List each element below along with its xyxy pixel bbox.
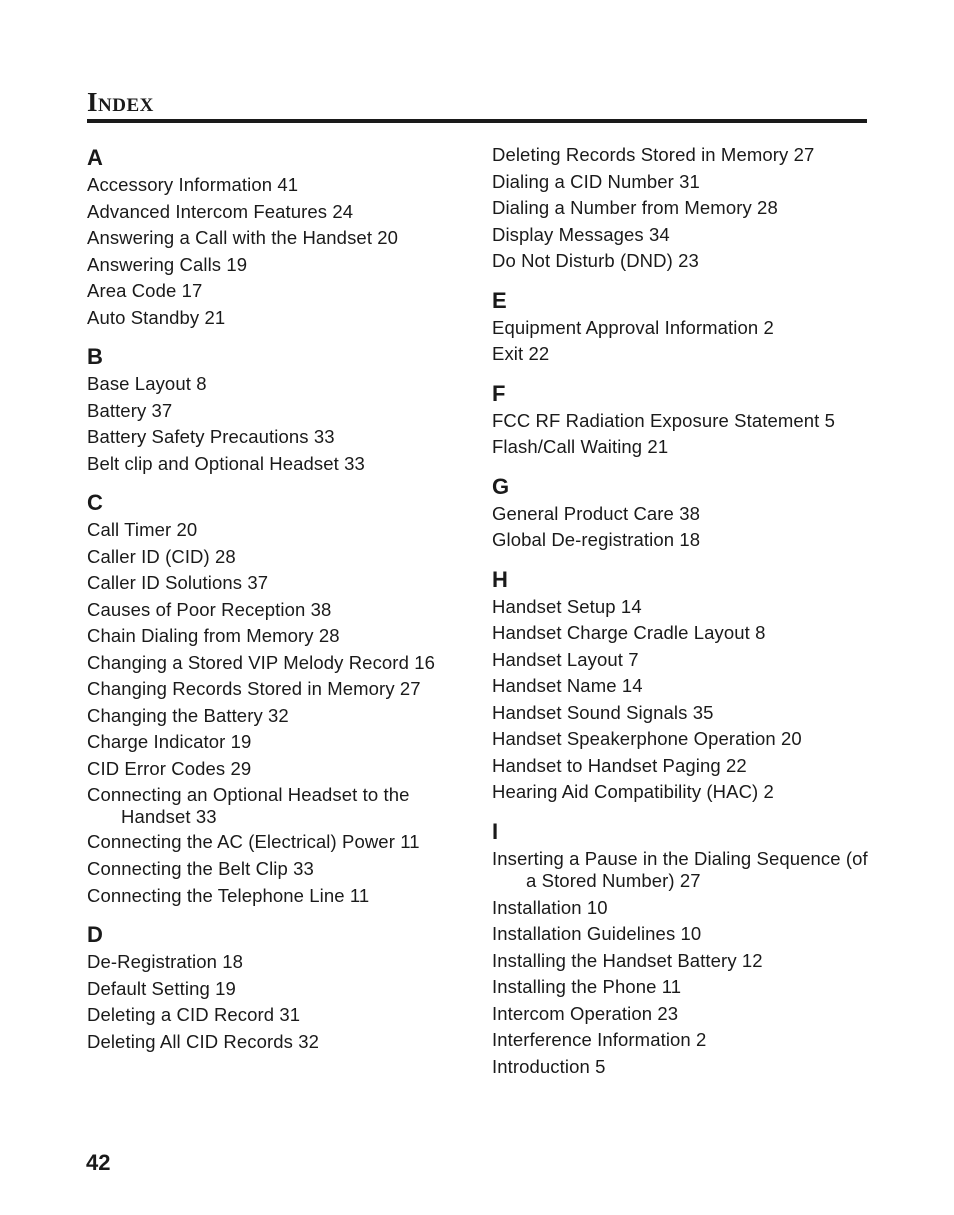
index-entry: Area Code 17	[87, 280, 203, 301]
index-entry: Intercom Operation 23	[492, 1002, 679, 1024]
right-column	[492, 142, 872, 1080]
index-section	[492, 287, 872, 368]
index-entry: Installing the Handset Battery 12	[492, 949, 763, 971]
section-letter: I	[492, 818, 499, 844]
index-entry: Installation Guidelines 10	[492, 923, 702, 944]
index-entry: Changing Records Stored in Memory 27	[87, 678, 421, 699]
index-entry: Inserting a Pause in the Dialing Sequence (of a Stored Number) 27	[492, 847, 868, 891]
index-entry: Installation 10	[492, 896, 608, 918]
index-entry: Handset Name 14	[492, 675, 643, 696]
index-entry: Default Setting 19	[87, 977, 236, 999]
section-letter: F	[492, 380, 506, 406]
section-letter: G	[492, 473, 510, 499]
index-entry: Chain Dialing from Memory 28	[87, 625, 340, 646]
index-entry: Changing the Battery 32	[87, 704, 289, 726]
index-entry: Advanced Intercom Features 24	[87, 200, 354, 222]
index-header	[87, 88, 867, 123]
index-entry: Battery 37	[87, 399, 173, 421]
index-entry: Call Timer 20	[87, 519, 198, 540]
section-letter: C	[87, 490, 103, 515]
index-entry: Handset Charge Cradle Layout 8	[492, 622, 766, 643]
index-entry: CID Error Codes 29	[87, 757, 252, 779]
index-entry: Dialing a Number from Memory 28	[492, 197, 778, 218]
index-entry: Connecting the Belt Clip 33	[87, 858, 314, 879]
index-section	[492, 818, 872, 1081]
index-section	[87, 343, 467, 477]
index-entry: Connecting the AC (Electrical) Power 11	[87, 831, 420, 852]
index-entry: Introduction 5	[492, 1055, 606, 1077]
index-entry: Handset Speakerphone Operation 20	[492, 728, 802, 749]
index-entry: Accessory Information 41	[87, 174, 299, 195]
index-entry: Answering Calls 19	[87, 253, 248, 275]
section-letter: A	[87, 145, 103, 170]
index-entry: Caller ID Solutions 37	[87, 572, 269, 593]
index-entry: Interference Information 2	[492, 1029, 707, 1050]
title-rule	[87, 119, 867, 123]
index-entry: Handset to Handset Paging 22	[492, 754, 747, 776]
index-entry: De-Registration 18	[87, 951, 244, 972]
index-entry: Auto Standby 21	[87, 306, 226, 328]
index-entry: Display Messages 34	[492, 223, 670, 245]
index-entry: Base Layout 8	[87, 373, 207, 394]
index-entry: Deleting Records Stored in Memory 27	[492, 144, 815, 165]
section-letter: E	[492, 287, 507, 313]
left-column	[87, 142, 467, 1055]
index-entry: Deleting a CID Record 31	[87, 1004, 301, 1025]
index-entry: Belt clip and Optional Headset 33	[87, 452, 365, 474]
index-entry: Changing a Stored VIP Melody Record 16	[87, 651, 435, 673]
index-entry: Deleting All CID Records 32	[87, 1030, 319, 1052]
index-entry: Connecting an Optional Headset to the Handset 33	[87, 784, 410, 827]
index-entry: Battery Safety Precautions 33	[87, 426, 335, 447]
index-section	[87, 489, 467, 909]
index-entry: Equipment Approval Information 2	[492, 316, 774, 338]
index-entry: Causes of Poor Reception 38	[87, 598, 332, 620]
page-title: Index	[87, 87, 154, 117]
index-entry: Dialing a CID Number 31	[492, 170, 700, 192]
index-entry: Handset Setup 14	[492, 595, 642, 617]
index-entry: Charge Indicator 19	[87, 731, 252, 752]
page-number: 42	[86, 1150, 111, 1175]
index-section	[492, 380, 872, 461]
index-entry: Handset Sound Signals 35	[492, 701, 714, 723]
index-entry: Caller ID (CID) 28	[87, 545, 236, 567]
index-entry: Global De-registration 18	[492, 529, 701, 550]
index-entry: Answering a Call with the Handset 20	[87, 227, 399, 248]
index-entry: General Product Care 38	[492, 502, 700, 524]
section-letter: D	[87, 922, 103, 947]
section-letter: B	[87, 344, 103, 369]
index-entry: Do Not Disturb (DND) 23	[492, 250, 699, 271]
index-entry: Connecting the Telephone Line 11	[87, 884, 370, 906]
section-letter: H	[492, 566, 508, 592]
index-entry: Handset Layout 7	[492, 648, 639, 670]
index-entry: FCC RF Radiation Exposure Statement 5	[492, 409, 836, 431]
index-section	[492, 566, 872, 806]
index-section	[492, 142, 872, 275]
index-entry: Hearing Aid Compatibility (HAC) 2	[492, 781, 774, 802]
index-section	[87, 921, 467, 1055]
index-section	[87, 144, 467, 331]
index-section	[492, 473, 872, 554]
index-entry: Flash/Call Waiting 21	[492, 436, 669, 457]
index-entry: Exit 22	[492, 343, 550, 364]
index-entry: Installing the Phone 11	[492, 976, 682, 997]
